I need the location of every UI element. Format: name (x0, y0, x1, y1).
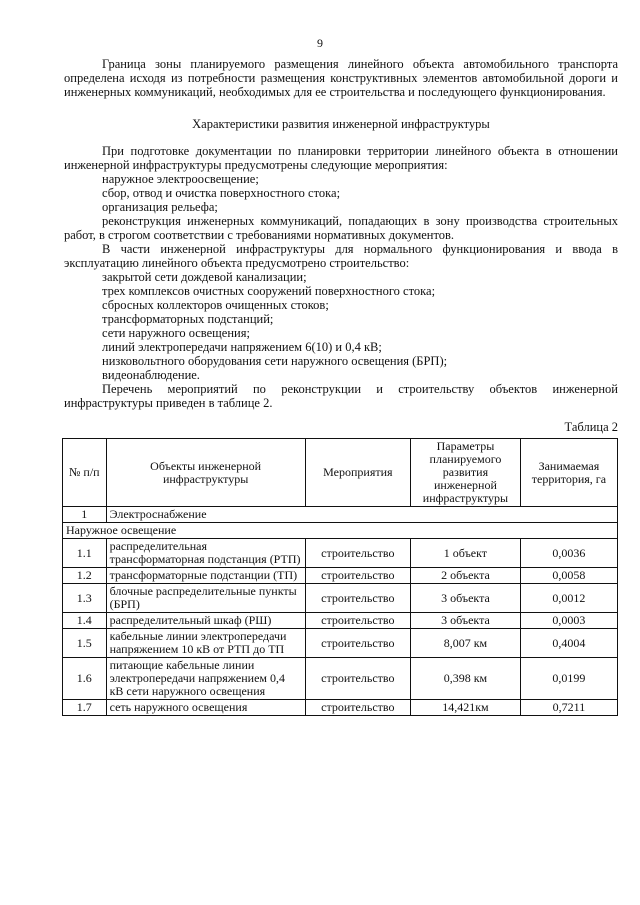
list-item: видеонаблюдение. (102, 368, 200, 382)
intro-paragraph: Граница зоны планируемого размещения линейного объекта автомобильного транспорта определена исходя из потребности размещения конструктивных элементов автомобильной дороги и инженерных коммуникаций, необходимых для ее строительства и последующего функционирования. (64, 57, 618, 99)
row-object: распределительный шкаф (РШ) (106, 613, 305, 629)
row-object: распределительная трансформаторная подстанция (РТП) (106, 539, 305, 568)
row-number: 1.3 (63, 584, 107, 613)
table-row (63, 568, 618, 584)
row-area: 0,0036 (520, 539, 617, 568)
row-action: строительство (305, 584, 410, 613)
row-object: сеть наружного освещения (106, 700, 305, 716)
paragraph-table-reference: Перечень мероприятий по реконструкции и строительству объектов инженерной инфраструктуры приведен в таблице 2. (64, 382, 618, 410)
list-item: трансформаторных подстанций; (102, 312, 274, 326)
header-parameters: Параметры планируемого развития инженерной инфраструктуры (411, 439, 521, 507)
list-item: организация рельефа; (102, 200, 218, 214)
row-number: 1.4 (63, 613, 107, 629)
row-object: питающие кабельные линии электропередачи напряжением 0,4 кВ сети наружного освещения (106, 658, 305, 700)
row-parameter: 1 объект (411, 539, 521, 568)
row-action: строительство (305, 658, 410, 700)
row-parameter: 3 объекта (411, 584, 521, 613)
paragraph-measures: При подготовке документации по планировки территории линейного объекта в отношении инженерной инфраструктуры предусмотрены следующие мероприятия: (64, 144, 618, 172)
list-item: низковольтного оборудования сети наружного освещения (БРП); (102, 354, 448, 368)
row-parameter: 8,007 км (411, 629, 521, 658)
row-parameter: 3 объекта (411, 613, 521, 629)
row-area: 0,0058 (520, 568, 617, 584)
row-object: блочные распределительные пункты (БРП) (106, 584, 305, 613)
paragraph-construction: В части инженерной инфраструктуры для нормального функционирования и ввода в эксплуатацию линейного объекта предусмотрено строительство: (64, 242, 618, 270)
list-item: закрытой сети дождевой канализации; (102, 270, 307, 284)
row-area: 0,0012 (520, 584, 617, 613)
row-number: 1.1 (63, 539, 107, 568)
row-area: 0,0199 (520, 658, 617, 700)
table-caption: Таблица 2 (564, 420, 618, 434)
row-number: 1.5 (63, 629, 107, 658)
row-parameter: 0,398 км (411, 658, 521, 700)
row-action: строительство (305, 629, 410, 658)
table-row (63, 539, 618, 568)
table-group-row (63, 507, 618, 523)
table-subsection-row (63, 523, 618, 539)
table-header-row (63, 439, 618, 507)
list-item: сбор, отвод и очистка поверхностного стока; (102, 186, 341, 200)
page-number: 9 (317, 36, 323, 50)
table-row (63, 629, 618, 658)
header-action: Мероприятия (305, 439, 410, 507)
row-number: 1.6 (63, 658, 107, 700)
row-parameter: 14,421км (411, 700, 521, 716)
row-object: трансформаторные подстанции (ТП) (106, 568, 305, 584)
list-item: наружное электроосвещение; (102, 172, 259, 186)
list-item: трех комплексов очистных сооружений поверхностного стока; (102, 284, 436, 298)
header-object: Объекты инженерной инфраструктуры (106, 439, 305, 507)
row-number: 1.7 (63, 700, 107, 716)
list-item: линий электропередачи напряжением 6(10) и 0,4 кВ; (102, 340, 382, 354)
list-item: сбросных коллекторов очищенных стоков; (102, 298, 329, 312)
list-item: сети наружного освещения; (102, 326, 250, 340)
group-number: 1 (63, 507, 107, 523)
table-row (63, 613, 618, 629)
table-row (63, 658, 618, 700)
section-title: Характеристики развития инженерной инфраструктуры (192, 117, 490, 131)
row-number: 1.2 (63, 568, 107, 584)
row-action: строительство (305, 700, 410, 716)
row-action: строительство (305, 568, 410, 584)
infrastructure-table (62, 438, 618, 716)
table-row (63, 700, 618, 716)
header-area: Занимаемая территория, га (520, 439, 617, 507)
row-area: 0,0003 (520, 613, 617, 629)
document-body (64, 57, 618, 716)
row-parameter: 2 объекта (411, 568, 521, 584)
table-row (63, 584, 618, 613)
row-area: 0,7211 (520, 700, 617, 716)
row-action: строительство (305, 613, 410, 629)
row-action: строительство (305, 539, 410, 568)
row-object: кабельные линии электропередачи напряжением 10 кВ от РТП до ТП (106, 629, 305, 658)
subsection-title: Наружное освещение (63, 523, 618, 539)
group-title: Электроснабжение (106, 507, 617, 523)
header-number: № п/п (63, 439, 107, 507)
list-item: реконструкция инженерных коммуникаций, попадающих в зону производства строительных работ, в строгом соответствии с требованиями нормативных документов. (64, 214, 618, 242)
row-area: 0,4004 (520, 629, 617, 658)
